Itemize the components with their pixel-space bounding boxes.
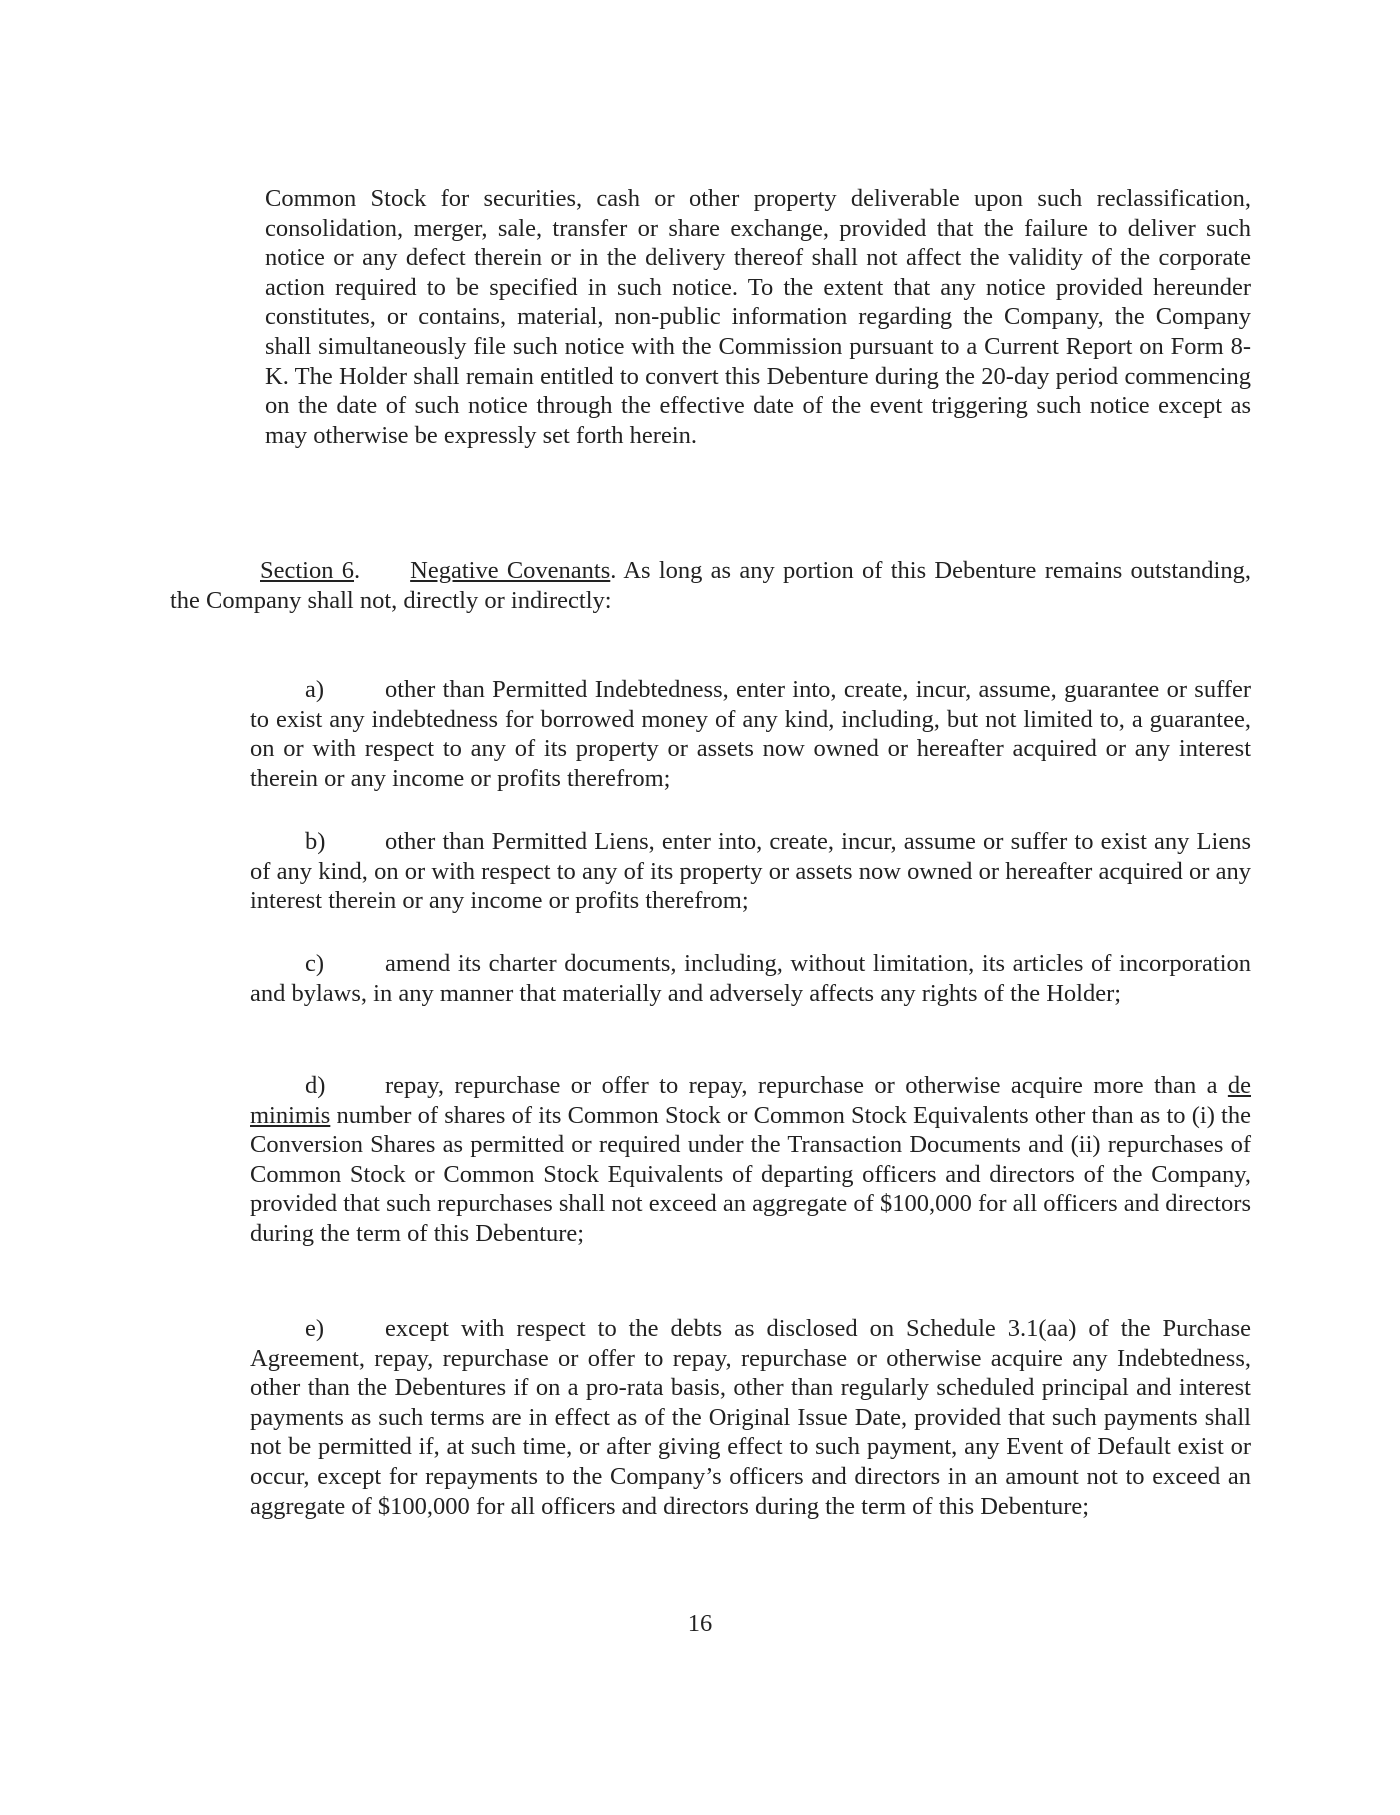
item-label: d) [305,1072,326,1099]
covenant-item-a [250,675,1251,793]
section-intro: As long as any portion of this Debenture remains outstanding, the Company shall not, directly or indirectly: [170,557,1251,614]
item-text: except with respect to the debts as disclosed on Schedule 3.1(aa) of the Purchase Agreement, repay, repurchase or offer to repay, repurchase or otherwise acquire any Indebtedness, other than the Debentures if on a pro-rata basis, other than regularly scheduled principal and interest payments as such terms are in effect as of the Original Issue Date, provided that such payments shall not be permitted if, at such time, or after giving effect to such payment, any Event of Default exist or occur, except for repayments to the Company’s officers and directors in an amount not to exceed an aggregate of $100,000 for all officers and directors during the term of this Debenture; [250,1315,1251,1520]
item-text-before: repay, repurchase or offer to repay, repurchase or otherwise acquire more than a [385,1072,1228,1099]
section-number-punct: . [354,557,361,584]
item-text: amend its charter documents, including, without limitation, its articles of incorporation and bylaws, in any manner that materially and adversely affects any rights of the Holder; [250,950,1251,1007]
item-label: e) [305,1315,325,1342]
item-text: other than Permitted Liens, enter into, create, incur, assume or suffer to exist any Liens of any kind, on or with respect to any of its property or assets now owned or hereafter acquired or any interest therein or any income or profits therefrom; [250,828,1251,915]
item-text: other than Permitted Indebtedness, enter into, create, incur, assume, guarantee or suffer to exist any indebtedness for borrowed money of any kind, including, but not limited to, a guarantee, on or with respect to any of its property or assets now owned or hereafter acquired or any interest therein or any income or profits therefrom; [250,676,1251,792]
page-number: 16 [687,1610,713,1637]
covenant-item-c [250,949,1251,1008]
section-title: Negative Covenants [410,557,611,584]
section-number: Section 6 [260,557,355,584]
item-text-after: number of shares of its Common Stock or Common Stock Equivalents other than as to (i) the Conversion Shares as permitted or required under the Transaction Documents and (ii) repurchases of Common Stock or Common Stock Equivalents of departing officers and directors of the Company, provided that such repurchases shall not exceed an aggregate of $100,000 for all officers and directors during the term of this Debenture; [250,1101,1251,1247]
item-label: b) [305,828,326,855]
covenant-item-d [250,1071,1251,1249]
covenant-item-e [250,1314,1251,1521]
section-6-paragraph [170,556,1251,615]
section-title-punct: . [610,557,617,584]
covenant-item-b [250,827,1251,916]
item-label: a) [305,676,325,703]
continuation-paragraph: Common Stock for securities, cash or other property deliverable upon such reclassification, consolidation, merger, sale, transfer or share exchange, provided that the failure to deliver such notice or any defect therein or in the delivery thereof shall not affect the validity of the corporate action required to be specified in such notice. To the extent that any notice provided hereunder constitutes, or contains, material, non-public information regarding the Company, the Company shall simultaneously file such notice with the Commission pursuant to a Current Report on Form 8-K. The Holder shall remain entitled to convert this Debenture during the 20-day period commencing on the date of such notice through the effective date of the event triggering such notice except as may otherwise be expressly set forth herein. [265,185,1251,449]
item-text-underlined: de minimis [250,1072,1251,1129]
item-label: c) [305,950,325,977]
